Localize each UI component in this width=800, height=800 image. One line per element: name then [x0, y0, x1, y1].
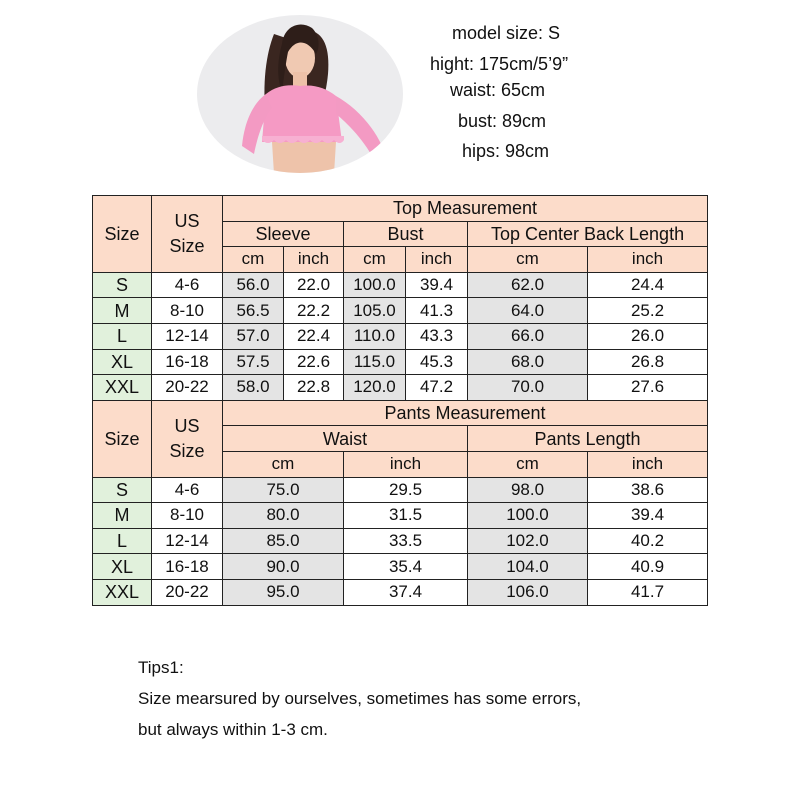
measurement-cell: 62.0	[468, 272, 588, 298]
measurement-cell: 56.0	[223, 272, 284, 298]
measurement-cell: 22.0	[284, 272, 344, 298]
size-label: L	[93, 323, 152, 349]
pants-unit: cm	[468, 451, 588, 477]
size-label: M	[93, 298, 152, 324]
tips-title: Tips1:	[138, 658, 184, 677]
measurement-cell: 22.6	[284, 349, 344, 375]
measurement-cell: 66.0	[468, 323, 588, 349]
measurement-cell: 95.0	[223, 579, 344, 605]
measurement-cell: 58.0	[223, 375, 284, 401]
measurement-cell: 90.0	[223, 554, 344, 580]
model-waist-text: waist: 65cm	[450, 80, 546, 100]
measurement-cell: 29.5	[344, 477, 468, 503]
measurement-cell: 100.0	[344, 272, 406, 298]
top-group-sleeve: Sleeve	[223, 221, 344, 247]
us-size-value: 8-10	[152, 298, 223, 324]
measurement-cell: 57.5	[223, 349, 284, 375]
top-unit: cm	[344, 247, 406, 273]
table-row	[93, 503, 708, 529]
measurement-cell: 110.0	[344, 323, 406, 349]
model-size-text: model size: S	[452, 23, 561, 43]
top-unit: cm	[223, 247, 284, 273]
us-size-value: 4-6	[152, 272, 223, 298]
measurement-cell: 56.5	[223, 298, 284, 324]
us-size-value: 20-22	[152, 375, 223, 401]
model-hips-text: hips: 98cm	[462, 141, 550, 161]
pants-group-length: Pants Length	[468, 426, 708, 452]
top-group-bust: Bust	[344, 221, 468, 247]
measurement-cell: 26.8	[588, 349, 708, 375]
pants-unit: inch	[344, 451, 468, 477]
table-row	[93, 272, 708, 298]
measurement-cell: 100.0	[468, 503, 588, 529]
measurement-cell: 39.4	[588, 503, 708, 529]
measurement-cell: 57.0	[223, 323, 284, 349]
measurement-cell: 45.3	[406, 349, 468, 375]
table-row	[93, 579, 708, 605]
top-us-size-header: US Size	[152, 196, 223, 273]
table-row	[93, 375, 708, 401]
tips-line: Size mearsured by ourselves, sometimes has some errors,	[138, 689, 582, 708]
model-photo	[196, 14, 404, 174]
top-unit: inch	[284, 247, 344, 273]
model-height-text: hight: 175cm/5’9”	[430, 54, 569, 74]
measurement-cell: 35.4	[344, 554, 468, 580]
top-unit: cm	[468, 247, 588, 273]
measurement-cell: 64.0	[468, 298, 588, 324]
measurement-cell: 75.0	[223, 477, 344, 503]
size-label: XL	[93, 554, 152, 580]
measurement-cell: 102.0	[468, 528, 588, 554]
tips-line: but always within 1-3 cm.	[138, 720, 328, 739]
measurement-cell: 70.0	[468, 375, 588, 401]
table-row	[93, 323, 708, 349]
size-label: XXL	[93, 375, 152, 401]
size-label: XXL	[93, 579, 152, 605]
table-row	[93, 298, 708, 324]
measurement-cell: 37.4	[344, 579, 468, 605]
measurement-cell: 22.4	[284, 323, 344, 349]
us-size-value: 4-6	[152, 477, 223, 503]
model-info	[420, 18, 640, 168]
top-size-header: Size	[93, 196, 152, 273]
pants-measurement-title: Pants Measurement	[223, 400, 708, 426]
us-size-value: 12-14	[152, 323, 223, 349]
measurement-cell: 43.3	[406, 323, 468, 349]
measurement-cell: 115.0	[344, 349, 406, 375]
us-size-value: 16-18	[152, 554, 223, 580]
size-label: XL	[93, 349, 152, 375]
measurement-cell: 25.2	[588, 298, 708, 324]
measurement-cell: 68.0	[468, 349, 588, 375]
tips-block	[138, 652, 581, 745]
measurement-cell: 27.6	[588, 375, 708, 401]
size-label: M	[93, 503, 152, 529]
measurement-cell: 33.5	[344, 528, 468, 554]
measurement-cell: 39.4	[406, 272, 468, 298]
measurement-cell: 22.8	[284, 375, 344, 401]
measurement-cell: 80.0	[223, 503, 344, 529]
measurement-cell: 41.3	[406, 298, 468, 324]
measurement-cell: 24.4	[588, 272, 708, 298]
measurement-cell: 85.0	[223, 528, 344, 554]
size-label: S	[93, 477, 152, 503]
table-row	[93, 528, 708, 554]
pants-unit: inch	[588, 451, 708, 477]
us-size-value: 16-18	[152, 349, 223, 375]
measurement-cell: 41.7	[588, 579, 708, 605]
measurement-cell: 104.0	[468, 554, 588, 580]
measurement-cell: 40.9	[588, 554, 708, 580]
measurement-cell: 40.2	[588, 528, 708, 554]
size-label: L	[93, 528, 152, 554]
table-row	[93, 477, 708, 503]
us-size-value: 8-10	[152, 503, 223, 529]
measurement-cell: 38.6	[588, 477, 708, 503]
measurement-cell: 26.0	[588, 323, 708, 349]
pants-unit: cm	[223, 451, 344, 477]
measurement-cell: 31.5	[344, 503, 468, 529]
measurement-cell: 105.0	[344, 298, 406, 324]
size-label: S	[93, 272, 152, 298]
top-unit: inch	[406, 247, 468, 273]
pants-size-header: Size	[93, 400, 152, 477]
measurement-cell: 98.0	[468, 477, 588, 503]
top-measurement-title: Top Measurement	[223, 196, 708, 222]
top-unit: inch	[588, 247, 708, 273]
pants-group-waist: Waist	[223, 426, 468, 452]
measurement-cell: 47.2	[406, 375, 468, 401]
measurement-cell: 106.0	[468, 579, 588, 605]
us-size-value: 20-22	[152, 579, 223, 605]
model-bust-text: bust: 89cm	[458, 111, 547, 131]
table-row	[93, 349, 708, 375]
pants-us-size-header: US Size	[152, 400, 223, 477]
measurement-cell: 22.2	[284, 298, 344, 324]
size-chart-table	[92, 195, 708, 606]
top-group-back-length: Top Center Back Length	[468, 221, 708, 247]
table-row	[93, 554, 708, 580]
measurement-cell: 120.0	[344, 375, 406, 401]
us-size-value: 12-14	[152, 528, 223, 554]
